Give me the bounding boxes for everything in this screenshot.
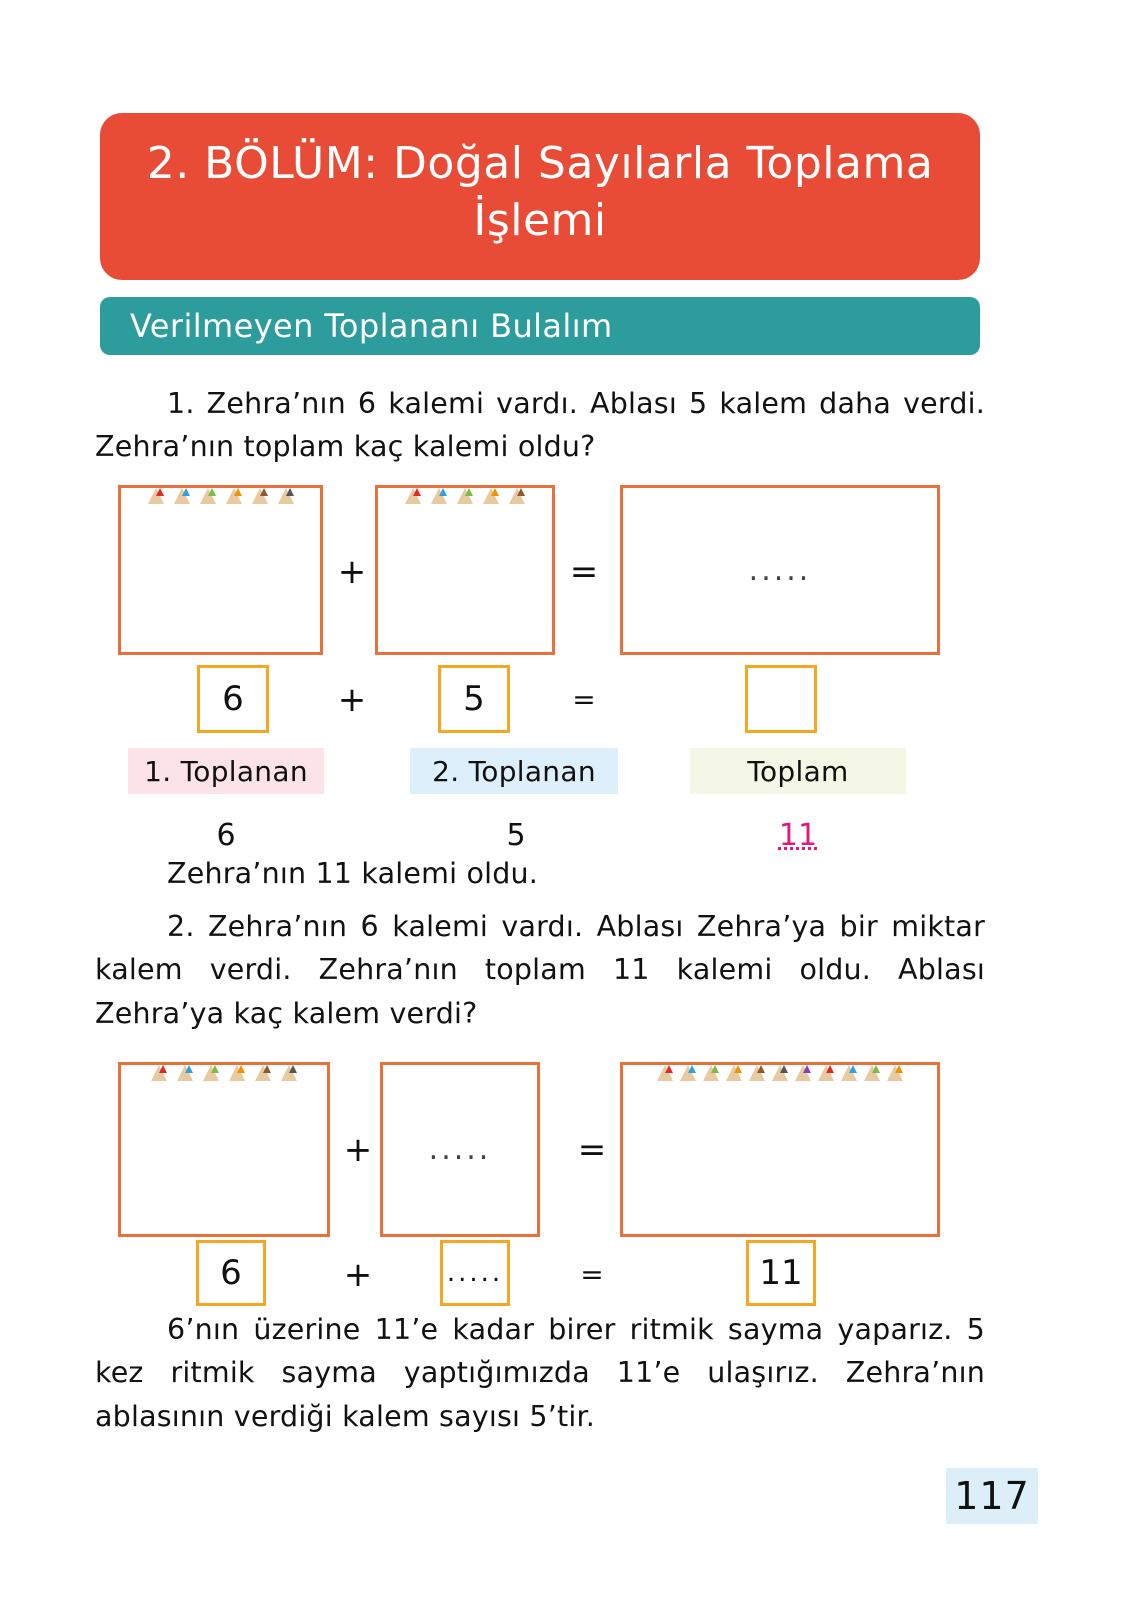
pencil-tip-icon [772, 1065, 788, 1081]
pencil-icon [203, 1065, 220, 1081]
pencil-tip-icon [229, 1065, 245, 1081]
pencil-tip-icon [431, 488, 447, 504]
page-number: 117 [946, 1468, 1038, 1524]
pencil-tip-icon [887, 1065, 903, 1081]
pencil-tip-icon [703, 1065, 719, 1081]
pencil-lead-icon [286, 488, 294, 496]
pencil-icon [457, 488, 474, 504]
pencil-lead-icon [182, 488, 190, 496]
pencil-tip-icon [151, 1065, 167, 1081]
value-first-addend: 6 [216, 818, 236, 853]
pencil-icon [255, 1065, 272, 1081]
pencil-lead-icon [688, 1065, 696, 1073]
pencil-tip-icon [148, 488, 164, 504]
q2-plus-operator: + [343, 1130, 373, 1170]
pencil-icon [229, 1065, 246, 1081]
pencil-tip-icon [657, 1065, 673, 1081]
pencil-lead-icon [826, 1065, 834, 1073]
value-second-addend: 5 [506, 818, 526, 853]
pencil-icon [726, 1065, 743, 1081]
q2-plus-operator-2: + [343, 1255, 373, 1295]
pencil-tip-icon [200, 488, 216, 504]
label-sum: Toplam [690, 748, 906, 794]
pencil-tip-icon [255, 1065, 271, 1081]
pencil-icon [199, 488, 216, 504]
pencil-tip-icon [177, 1065, 193, 1081]
pencil-icon [887, 1065, 904, 1081]
question-2-explanation-body: 6’nın üzerine 11’e kadar birer ritmik sayma yaparız. 5 kez ritmik sayma yaptığımızda 11’e ulaşırız. Zehra’nın ablasının verdiği kalem sayısı 5’tir. [95, 1313, 985, 1433]
pencil-icon [818, 1065, 835, 1081]
pencil-tip-icon [795, 1065, 811, 1081]
q2-first-addend-box [118, 1062, 330, 1237]
pencil-icon [405, 488, 422, 504]
pencil-lead-icon [757, 1065, 765, 1073]
label-first-addend: 1. Toplanan [128, 748, 324, 794]
question-2-explanation [95, 1308, 985, 1438]
question-2-body: 2. Zehra’nın 6 kalemi vardı. Ablası Zehra’ya bir miktar kalem verdi. Zehra’nın toplam 11 kalemi oldu. Ablası Zehra’ya kaç kalem verdi? [95, 910, 985, 1030]
pencil-icon [483, 488, 500, 504]
pencil-tip-icon [841, 1065, 857, 1081]
q2-missing-number-box[interactable]: ..... [440, 1240, 510, 1306]
pencil-tip-icon [281, 1065, 297, 1081]
pencil-tip-icon [174, 488, 190, 504]
q1-sum-placeholder: ..... [748, 552, 812, 588]
q1-equals-operator-2: = [572, 683, 596, 716]
q2-result-number-box[interactable]: 11 [746, 1240, 816, 1306]
pencil-icon [277, 488, 294, 504]
pencil-icon [680, 1065, 697, 1081]
pencil-group-4 [657, 1065, 904, 1081]
pencil-icon [147, 488, 164, 504]
pencil-lead-icon [234, 488, 242, 496]
pencil-lead-icon [185, 1065, 193, 1073]
q1-plus-operator: + [337, 552, 367, 592]
pencil-lead-icon [849, 1065, 857, 1073]
pencil-group-2 [405, 488, 526, 504]
q1-equals-operator: = [569, 552, 599, 592]
pencil-tip-icon [226, 488, 242, 504]
pencil-lead-icon [895, 1065, 903, 1073]
value-sum-answer: 11 [778, 818, 818, 853]
pencil-tip-icon [509, 488, 525, 504]
pencil-tip-icon [252, 488, 268, 504]
pencil-icon [864, 1065, 881, 1081]
pencil-lead-icon [263, 1065, 271, 1073]
pencil-icon [251, 488, 268, 504]
q2-first-number-box[interactable]: 6 [196, 1240, 266, 1306]
pencil-lead-icon [159, 1065, 167, 1073]
pencil-lead-icon [413, 488, 421, 496]
pencil-icon [749, 1065, 766, 1081]
pencil-tip-icon [483, 488, 499, 504]
pencil-tip-icon [457, 488, 473, 504]
q2-missing-placeholder: ..... [428, 1132, 492, 1167]
pencil-lead-icon [289, 1065, 297, 1073]
q1-plus-operator-2: + [337, 680, 367, 720]
q1-second-number-box[interactable]: 5 [438, 665, 510, 733]
question-1-body: 1. Zehra’nın 6 kalemi vardı. Ablası 5 kalem daha verdi. Zehra’nın toplam kaç kalemi oldu? [95, 387, 985, 464]
pencil-tip-icon [405, 488, 421, 504]
pencil-icon [151, 1065, 168, 1081]
pencil-icon [772, 1065, 789, 1081]
chapter-banner [100, 113, 980, 280]
pencil-lead-icon [780, 1065, 788, 1073]
pencil-tip-icon [680, 1065, 696, 1081]
pencil-icon [173, 488, 190, 504]
q2-equals-operator: = [577, 1130, 607, 1170]
question-2-text [95, 905, 985, 1035]
pencil-lead-icon [517, 488, 525, 496]
pencil-lead-icon [665, 1065, 673, 1073]
pencil-tip-icon [726, 1065, 742, 1081]
pencil-group-3 [151, 1065, 298, 1081]
pencil-icon [841, 1065, 858, 1081]
pencil-icon [509, 488, 526, 504]
q1-second-addend-box [375, 485, 555, 655]
question-1-text [95, 382, 985, 469]
pencil-tip-icon [818, 1065, 834, 1081]
q2-equals-operator-2: = [580, 1258, 604, 1291]
pencil-lead-icon [491, 488, 499, 496]
pencil-lead-icon [465, 488, 473, 496]
pencil-lead-icon [260, 488, 268, 496]
pencil-lead-icon [208, 488, 216, 496]
pencil-lead-icon [156, 488, 164, 496]
q1-result-number-box[interactable] [745, 665, 817, 733]
pencil-lead-icon [803, 1065, 811, 1073]
section-banner [100, 297, 980, 355]
pencil-lead-icon [439, 488, 447, 496]
pencil-icon [177, 1065, 194, 1081]
q2-sum-box [620, 1062, 940, 1237]
q1-first-number-box[interactable]: 6 [197, 665, 269, 733]
pencil-icon [431, 488, 448, 504]
pencil-icon [225, 488, 242, 504]
pencil-tip-icon [203, 1065, 219, 1081]
question-1-answer [95, 852, 985, 895]
q1-sum-box [620, 485, 940, 655]
pencil-lead-icon [211, 1065, 219, 1073]
pencil-tip-icon [278, 488, 294, 504]
pencil-lead-icon [237, 1065, 245, 1073]
pencil-icon [703, 1065, 720, 1081]
pencil-tip-icon [864, 1065, 880, 1081]
question-1-answer-body: Zehra’nın 11 kalemi oldu. [167, 857, 539, 890]
section-title: Verilmeyen Toplananı Bulalım [130, 307, 613, 345]
pencil-lead-icon [734, 1065, 742, 1073]
pencil-icon [281, 1065, 298, 1081]
pencil-lead-icon [872, 1065, 880, 1073]
chapter-title: 2. BÖLÜM: Doğal Sayılarla Toplama İşlemi [146, 138, 934, 246]
q1-first-addend-box [118, 485, 323, 655]
pencil-lead-icon [711, 1065, 719, 1073]
pencil-group-1 [147, 488, 294, 504]
pencil-icon [657, 1065, 674, 1081]
pencil-tip-icon [749, 1065, 765, 1081]
pencil-icon [795, 1065, 812, 1081]
label-second-addend: 2. Toplanan [410, 748, 618, 794]
q2-missing-addend-box [380, 1062, 540, 1237]
